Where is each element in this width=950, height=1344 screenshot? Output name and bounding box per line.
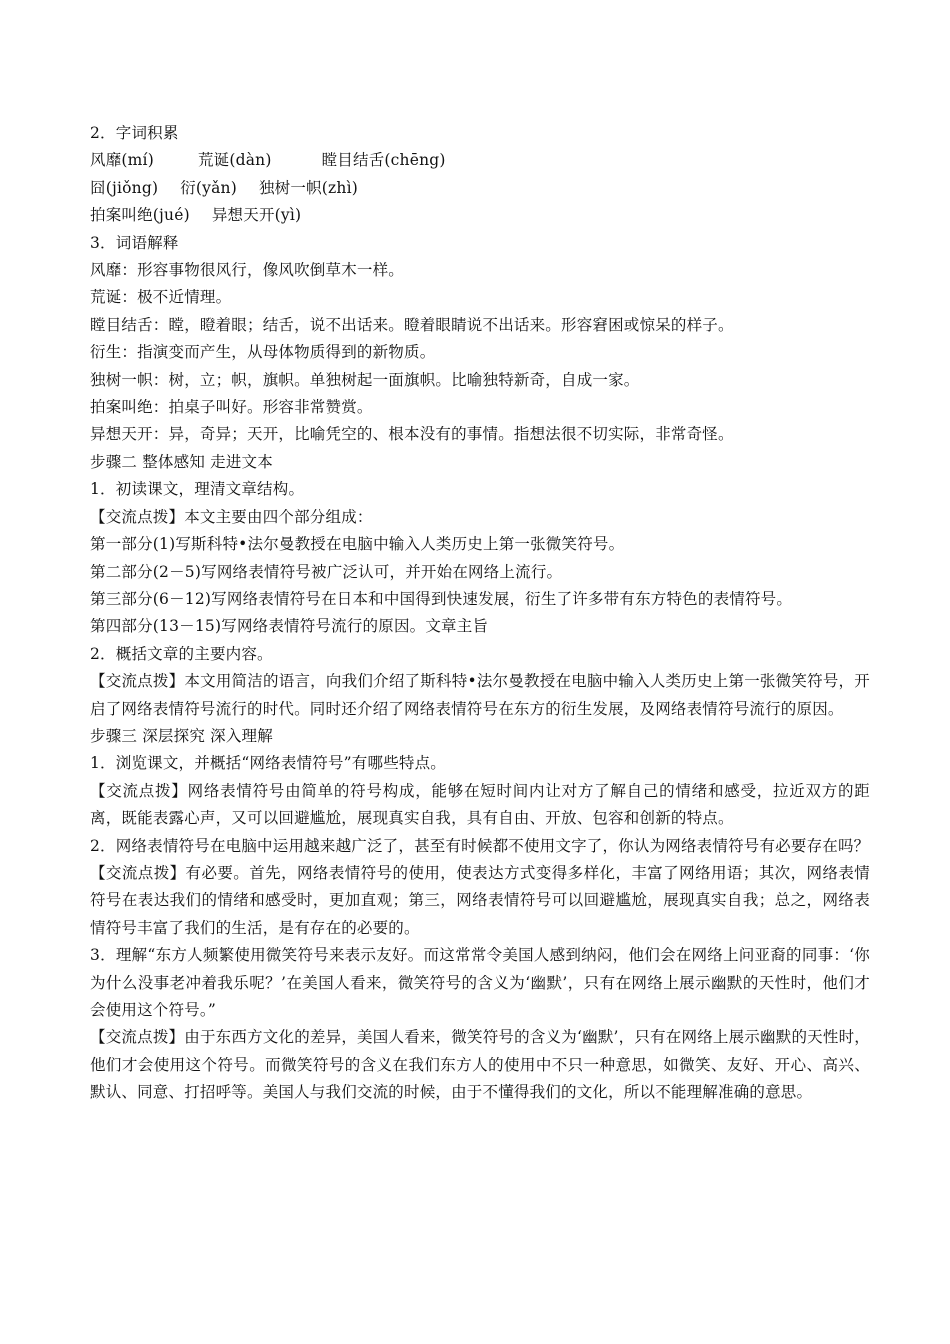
- vocab-word: 瞠目结舌(chēng): [321, 151, 446, 170]
- question: 2．概括文章的主要内容。: [90, 644, 273, 663]
- answer-paragraph: 【交流点拨】有必要。首先，网络表情符号的使用，使表达方式变得多样化，丰富了网络用语；其次，网络表情符号在表达我们的情绪和感受时，更加直观；第三，网络表情符号可以回避尴尬，展现真实自我；总之，网络表情符号丰富了我们的生活，是有存在的必要的。: [90, 863, 870, 937]
- step-heading: 步骤三 深层探究 深入理解: [90, 726, 273, 745]
- vocab-word: 独树一帜(zhì): [258, 178, 358, 197]
- definition-item: 独树一帜：树，立；帜，旗帜。单独树起一面旗帜。比喻独特新奇，自成一家。: [90, 370, 640, 389]
- step-heading: 步骤二 整体感知 走进文本: [90, 452, 273, 471]
- vocab-word: 衍(yǎn): [180, 178, 237, 197]
- question: 1．浏览课文，并概括“网络表情符号”有哪些特点。: [90, 754, 447, 773]
- vocab-word: 囧(jiǒng): [90, 178, 159, 197]
- answer-paragraph: 【交流点拨】网络表情符号由简单的符号构成，能够在短时间内让对方了解自己的情绪和感受，拉近双方的距离，既能表露心声，又可以回避尴尬，展现真实自我，具有自由、开放、包容和创新的特点。: [90, 781, 870, 828]
- structure-part: 第一部分(1)写斯科特•法尔曼教授在电脑中输入人类历史上第一张微笑符号。: [90, 535, 625, 554]
- definition-item: 荒诞：极不近情理。: [90, 288, 232, 307]
- definition-item: 风靡：形容事物很风行，像风吹倒草木一样。: [90, 261, 405, 280]
- definition-item: 拍案叫绝：拍桌子叫好。形容非常赞赏。: [90, 398, 373, 417]
- answer-paragraph: 【交流点拨】本文用简洁的语言，向我们介绍了斯科特•法尔曼教授在电脑中输入人类历史上第一张微笑符号，开启了网络表情符号流行的时代。同时还介绍了网络表情符号在东方的衍生发展，及网络表情符号流行的原因。: [90, 672, 870, 718]
- section-heading: 3．词语解释: [90, 233, 179, 252]
- vocab-row: [90, 175, 870, 202]
- structure-part: 第四部分(13－15)写网络表情符号流行的原因。文章主旨: [90, 617, 489, 636]
- definition-item: 瞠目结舌：瞠，瞪着眼；结舌，说不出话来。瞪着眼睛说不出话来。形容窘困或惊呆的样子。: [90, 315, 734, 334]
- structure-part: 第二部分(2－5)写网络表情符号被广泛认可，并开始在网络上流行。: [90, 562, 563, 581]
- structure-part: 第三部分(6－12)写网络表情符号在日本和中国得到快速发展，衍生了许多带有东方特色的表情符号。: [90, 589, 793, 608]
- question: 2．网络表情符号在电脑中运用越来越广泛了，甚至有时候都不使用文字了，你认为网络表情符号有必要存在吗？: [90, 836, 870, 855]
- question: 3．理解“东方人频繁使用微笑符号来表示友好。而这常常令美国人感到纳闷，他们会在网络上问亚裔的同事：‘你为什么没事老冲着我乐呢？’在美国人看来，微笑符号的含义为‘幽默’，只有在网络上展示幽默的天性时，他们才会使用这个符号。”: [90, 946, 870, 1019]
- vocab-word: 荒诞(dàn): [197, 151, 272, 170]
- section-heading: 2．字词积累: [90, 124, 179, 142]
- question: 1．初读课文，理清文章结构。: [90, 480, 305, 499]
- vocab-word: 拍案叫绝(jué): [90, 206, 190, 225]
- definition-item: 异想天开：异，奇异；天开，比喻凭空的、根本没有的事情。指想法很不切实际，非常奇怪。: [90, 425, 734, 444]
- vocab-word: 风靡(mí): [90, 151, 154, 170]
- definition-item: 衍生：指演变而产生，从母体物质得到的新物质。: [90, 343, 436, 362]
- document-body: [90, 120, 870, 1107]
- answer-paragraph: 【交流点拨】由于东西方文化的差异，美国人看来，微笑符号的含义为‘幽默’，只有在网络上展示幽默的天性时，他们才会使用这个符号。而微笑符号的含义在我们东方人的使用中不只一种意思，如微笑、友好、开心、高兴、默认、同意、打招呼等。美国人与我们交流的时候，由于不懂得我们的文化，所以不能理解准确的意思。: [90, 1028, 870, 1102]
- vocab-row: [90, 147, 870, 174]
- vocab-word: 异想天开(yì): [211, 206, 302, 225]
- vocab-row: [90, 202, 870, 229]
- answer-intro: 【交流点拨】本文主要由四个部分组成：: [90, 507, 373, 526]
